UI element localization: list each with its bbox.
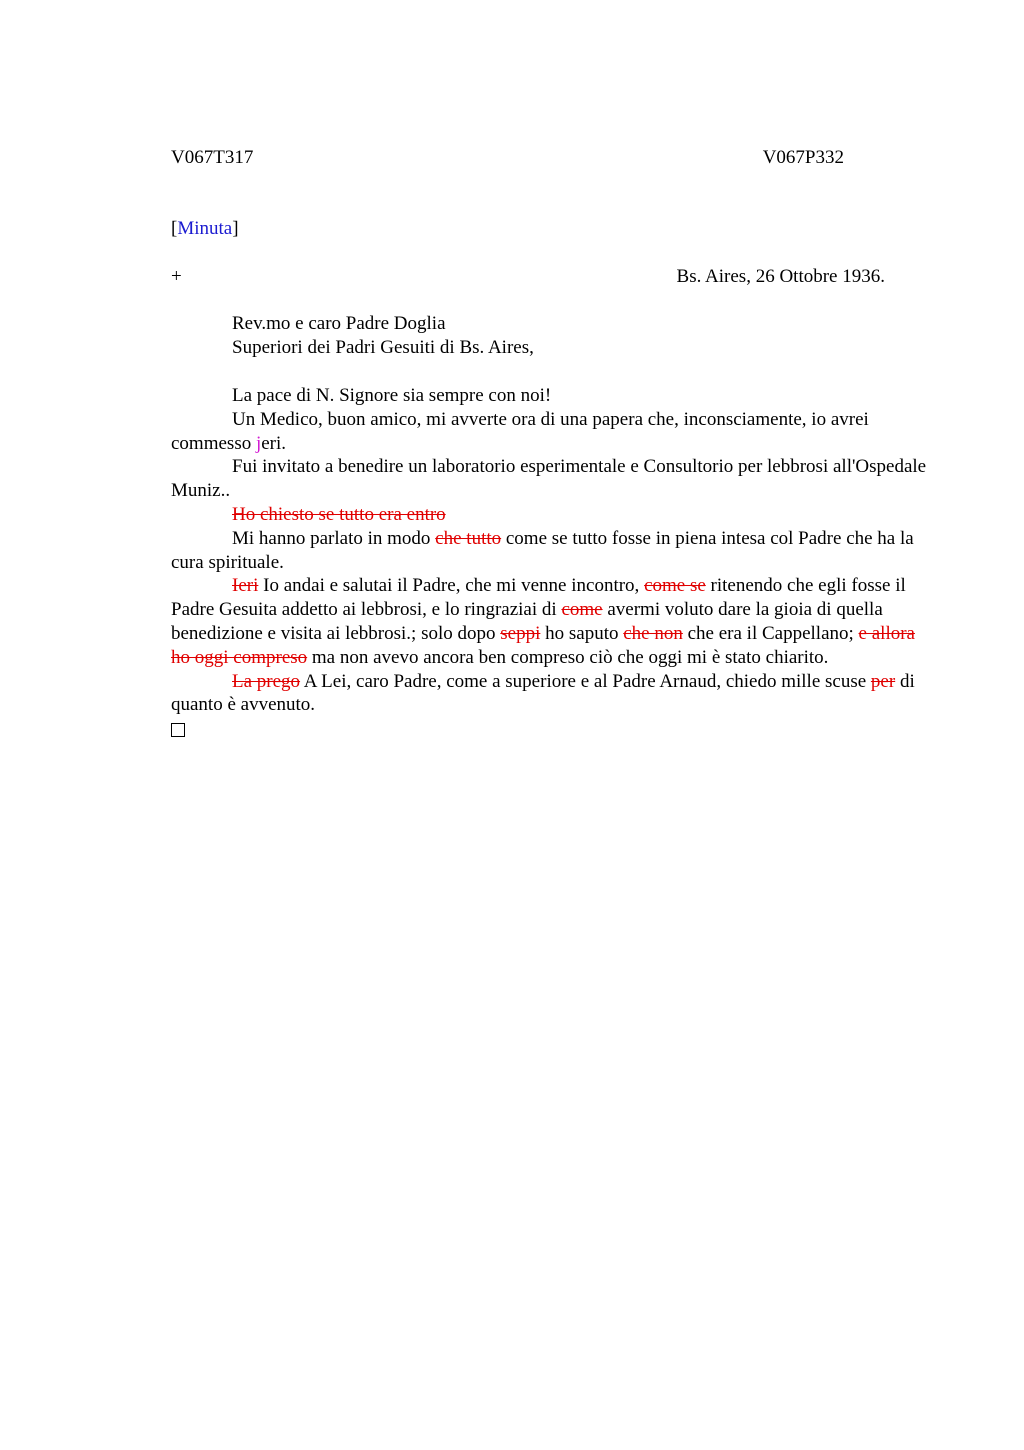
right-code: V067P332 [762,147,844,168]
paragraph-6: La prego A Lei, caro Padre, come a superiore e al Padre Arnaud, chiedo mille scuse per di quanto è avvenuto. [171,670,915,716]
deleted-text: come se [644,575,706,597]
paragraph-2: Fui invitato a benedire un laboratorio esperimentale e Consultorio per lebbrosi all'Ospedale Muniz.. [171,456,927,502]
dateline [171,265,885,289]
cross-mark: + [171,265,182,287]
deleted-text: e allora ho oggi compreso [171,622,915,668]
left-code: V067T317 [171,147,254,168]
end-box-icon [171,723,185,737]
deleted-text: che non [623,622,683,644]
deleted-text: Ho chiesto se tutto era entro [232,503,446,525]
deleted-text: come [561,599,603,621]
paragraph-5: Ieri Io andai e salutai il Padre, che mi venne incontro, come se ritenendo che egli fosse il Padre Gesuita addetto ai lebbrosi, e lo ringraziai di come avermi voluto dare la gioia di quella benedizione e visita ai lebbrosi.; solo dopo seppi ho saputo che non che era il Cappellano; e allora ho oggi compreso ma non avevo ancora ben compreso ciò che oggi mi è stato chiarito. [171,575,915,668]
deleted-text: per [870,670,896,692]
minuta-text: Minuta [177,217,233,239]
deleted-text: seppi [500,622,541,644]
deleted-text: che tutto [435,527,502,549]
deleted-text: Ieri [232,575,259,597]
deleted-text: La prego [232,670,301,692]
addressee-line-2: Superiori dei Padri Gesuiti di Bs. Aires, [232,337,534,359]
header-codes [171,146,844,170]
minuta-label: [Minuta] [171,217,239,239]
correction-mark: j [255,432,262,454]
date: Bs. Aires, 26 Ottobre 1936. [676,265,885,287]
document-page [171,146,931,744]
paragraph-4: Mi hanno parlato in modo che tutto come se tutto fosse in piena intesa col Padre che ha la cura spirituale. [171,527,914,573]
greeting: La pace di N. Signore sia sempre con noi! [232,384,552,406]
paragraph-3-deleted [171,503,931,527]
paragraph-1: Un Medico, buon amico, mi avverte ora di una papera che, inconsciamente, io avrei commesso jeri. [171,408,869,454]
addressee-line-1: Rev.mo e caro Padre Doglia [232,313,446,335]
